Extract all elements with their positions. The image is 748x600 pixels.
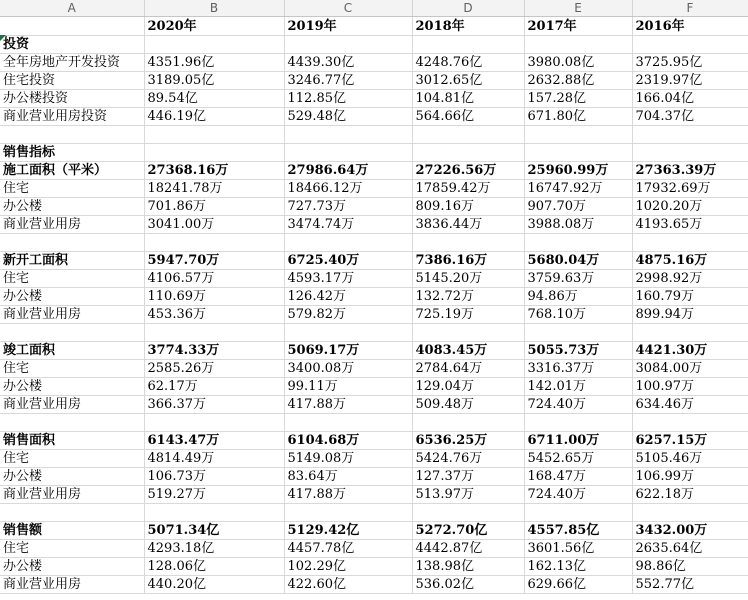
table-cell[interactable]: 3432.00万 (632, 522, 748, 540)
table-cell[interactable]: 157.28亿 (524, 90, 632, 108)
table-cell[interactable]: 办公楼 (0, 378, 144, 396)
table-row (0, 540, 748, 558)
table-cell[interactable]: 634.46万 (632, 396, 748, 414)
column-header-c[interactable]: C (284, 0, 412, 17)
table-cell[interactable]: 27226.56万 (412, 162, 524, 180)
table-cell[interactable] (284, 126, 412, 144)
table-cell[interactable]: 办公楼投资 (0, 90, 144, 108)
table-cell[interactable]: 27363.39万 (632, 162, 748, 180)
table-row (0, 234, 748, 252)
table-cell[interactable]: 126.42万 (284, 288, 412, 306)
table-row (0, 324, 748, 342)
table-cell[interactable]: 办公楼 (0, 198, 144, 216)
table-cell[interactable]: 7386.16万 (412, 252, 524, 270)
table-cell[interactable]: 4593.17万 (284, 270, 412, 288)
table-cell[interactable]: 18466.12万 (284, 180, 412, 198)
table-cell[interactable]: 4106.57万 (144, 270, 284, 288)
table-cell[interactable]: 727.73万 (284, 198, 412, 216)
table-cell[interactable]: 3601.56亿 (524, 540, 632, 558)
table-cell[interactable]: 4439.30亿 (284, 54, 412, 72)
table-row (0, 54, 748, 72)
table-cell[interactable]: 6104.68万 (284, 432, 412, 450)
table-cell[interactable]: 129.04万 (412, 378, 524, 396)
table-cell[interactable]: 2018年 (412, 17, 524, 36)
table-cell[interactable]: 62.17万 (144, 378, 284, 396)
table-row (0, 396, 748, 414)
table-cell[interactable]: 564.66亿 (412, 108, 524, 126)
table-cell[interactable] (412, 504, 524, 522)
table-cell[interactable]: 1020.20万 (632, 198, 748, 216)
table-cell[interactable]: 704.37亿 (632, 108, 748, 126)
table-cell[interactable]: 2020年 (144, 17, 284, 36)
table-cell[interactable]: 907.70万 (524, 198, 632, 216)
table-cell[interactable]: 销售面积 (0, 432, 144, 450)
table-cell[interactable]: 商业营业用房 (0, 396, 144, 414)
table-cell[interactable]: 138.98亿 (412, 558, 524, 576)
table-cell[interactable]: 5055.73万 (524, 342, 632, 360)
table-cell[interactable] (412, 414, 524, 432)
table-cell[interactable]: 519.27万 (144, 486, 284, 504)
table-cell[interactable]: 5105.46万 (632, 450, 748, 468)
table-row (0, 198, 748, 216)
cell-note-indicator-icon (0, 35, 6, 41)
grid-body (0, 17, 748, 594)
table-cell[interactable]: 89.54亿 (144, 90, 284, 108)
column-header-row (0, 0, 748, 17)
table-cell[interactable] (0, 414, 144, 432)
table-row (0, 468, 748, 486)
table-cell[interactable]: 3316.37万 (524, 360, 632, 378)
table-row (0, 108, 748, 126)
table-cell[interactable]: 17932.69万 (632, 180, 748, 198)
table-cell[interactable]: 142.01万 (524, 378, 632, 396)
table-row (0, 126, 748, 144)
column-header-b[interactable]: B (144, 0, 284, 17)
table-cell[interactable]: 513.97万 (412, 486, 524, 504)
table-cell[interactable]: 579.82万 (284, 306, 412, 324)
table-cell[interactable]: 商业营业用房 (0, 216, 144, 234)
table-cell[interactable]: 127.37万 (412, 468, 524, 486)
table-cell[interactable] (144, 414, 284, 432)
table-cell[interactable] (0, 234, 144, 252)
table-cell[interactable]: 2585.26万 (144, 360, 284, 378)
table-cell[interactable]: 3988.08万 (524, 216, 632, 234)
table-cell[interactable]: 住宅投资 (0, 72, 144, 90)
table-cell[interactable] (144, 504, 284, 522)
table-cell[interactable]: 4421.30万 (632, 342, 748, 360)
table-cell[interactable] (144, 126, 284, 144)
table-cell[interactable]: 5947.70万 (144, 252, 284, 270)
table-cell[interactable]: 536.02亿 (412, 576, 524, 594)
table-cell[interactable]: 100.97万 (632, 378, 748, 396)
table-cell[interactable]: 4293.18亿 (144, 540, 284, 558)
table-cell[interactable]: 2016年 (632, 17, 748, 36)
table-cell[interactable]: 2784.64万 (412, 360, 524, 378)
table-cell[interactable]: 629.66亿 (524, 576, 632, 594)
table-cell[interactable]: 住宅 (0, 360, 144, 378)
table-cell[interactable]: 3189.05亿 (144, 72, 284, 90)
table-cell[interactable]: 3836.44万 (412, 216, 524, 234)
table-cell[interactable]: 3084.00万 (632, 360, 748, 378)
table-cell[interactable]: 422.60亿 (284, 576, 412, 594)
table-cell[interactable] (632, 234, 748, 252)
table-cell[interactable]: 6725.40万 (284, 252, 412, 270)
table-cell[interactable]: 4814.49万 (144, 450, 284, 468)
table-row (0, 162, 748, 180)
table-cell[interactable]: 3041.00万 (144, 216, 284, 234)
table-cell[interactable]: 2019年 (284, 17, 412, 36)
table-cell[interactable] (284, 324, 412, 342)
table-cell[interactable]: 768.10万 (524, 306, 632, 324)
table-cell[interactable] (524, 234, 632, 252)
table-cell[interactable]: 98.86亿 (632, 558, 748, 576)
table-cell[interactable] (632, 144, 748, 162)
table-cell[interactable]: 3759.63万 (524, 270, 632, 288)
table-cell[interactable]: 622.18万 (632, 486, 748, 504)
table-row (0, 270, 748, 288)
table-row (0, 504, 748, 522)
table-cell[interactable]: 701.86万 (144, 198, 284, 216)
table-cell[interactable] (144, 144, 284, 162)
table-cell[interactable]: 6143.47万 (144, 432, 284, 450)
table-row (0, 558, 748, 576)
table-cell[interactable] (632, 36, 748, 54)
table-cell[interactable] (524, 144, 632, 162)
table-row (0, 180, 748, 198)
table-cell[interactable] (284, 504, 412, 522)
table-cell[interactable] (0, 504, 144, 522)
table-cell[interactable] (524, 126, 632, 144)
table-row (0, 486, 748, 504)
table-row (0, 576, 748, 594)
table-cell[interactable]: 3725.95亿 (632, 54, 748, 72)
table-cell[interactable] (284, 414, 412, 432)
table-cell[interactable] (0, 126, 144, 144)
table-cell[interactable]: 16747.92万 (524, 180, 632, 198)
table-cell[interactable]: 417.88万 (284, 396, 412, 414)
table-cell[interactable]: 住宅 (0, 540, 144, 558)
table-cell[interactable]: 4248.76亿 (412, 54, 524, 72)
table-cell[interactable]: 166.04亿 (632, 90, 748, 108)
table-cell[interactable]: 3980.08亿 (524, 54, 632, 72)
table-cell[interactable]: 94.86万 (524, 288, 632, 306)
table-row (0, 360, 748, 378)
table-cell[interactable]: 18241.78万 (144, 180, 284, 198)
table-row (0, 216, 748, 234)
table-cell[interactable]: 5069.17万 (284, 342, 412, 360)
table-cell[interactable]: 529.48亿 (284, 108, 412, 126)
table-cell[interactable]: 809.16万 (412, 198, 524, 216)
table-cell[interactable]: 5424.76万 (412, 450, 524, 468)
table-cell[interactable]: 27368.16万 (144, 162, 284, 180)
table-cell[interactable]: 5149.08万 (284, 450, 412, 468)
table-cell[interactable]: 106.73万 (144, 468, 284, 486)
table-cell[interactable] (632, 504, 748, 522)
table-cell[interactable]: 168.47万 (524, 468, 632, 486)
table-cell[interactable]: 销售指标 (0, 144, 144, 162)
table-cell[interactable] (524, 414, 632, 432)
table-row (0, 432, 748, 450)
table-cell[interactable]: 2017年 (524, 17, 632, 36)
table-cell[interactable] (524, 504, 632, 522)
table-cell[interactable]: 办公楼 (0, 468, 144, 486)
table-cell[interactable]: 99.11万 (284, 378, 412, 396)
table-cell[interactable]: 5071.34亿 (144, 522, 284, 540)
table-cell[interactable]: 110.69万 (144, 288, 284, 306)
table-cell[interactable]: 440.20亿 (144, 576, 284, 594)
table-cell[interactable] (412, 36, 524, 54)
table-cell[interactable]: 3012.65亿 (412, 72, 524, 90)
table-cell[interactable] (0, 324, 144, 342)
table-cell[interactable]: 3246.77亿 (284, 72, 412, 90)
table-cell[interactable]: 竣工面积 (0, 342, 144, 360)
table-cell[interactable]: 5680.04万 (524, 252, 632, 270)
table-cell[interactable]: 724.40万 (524, 486, 632, 504)
table-cell[interactable]: 6536.25万 (412, 432, 524, 450)
table-cell[interactable]: 725.19万 (412, 306, 524, 324)
table-cell[interactable]: 509.48万 (412, 396, 524, 414)
table-cell[interactable]: 4442.87亿 (412, 540, 524, 558)
table-cell[interactable]: 施工面积（平米） (0, 162, 144, 180)
table-cell[interactable]: 住宅 (0, 450, 144, 468)
table-cell[interactable] (632, 324, 748, 342)
table-cell[interactable]: 3400.08万 (284, 360, 412, 378)
table-cell[interactable] (524, 324, 632, 342)
table-cell[interactable]: 3774.33万 (144, 342, 284, 360)
table-row (0, 144, 748, 162)
table-cell[interactable]: 销售额 (0, 522, 144, 540)
table-cell[interactable]: 4351.96亿 (144, 54, 284, 72)
table-cell[interactable] (412, 234, 524, 252)
table-cell[interactable]: 商业营业用房 (0, 576, 144, 594)
table-cell[interactable]: 4193.65万 (632, 216, 748, 234)
table-cell[interactable]: 新开工面积 (0, 252, 144, 270)
table-row (0, 288, 748, 306)
table-cell[interactable]: 132.72万 (412, 288, 524, 306)
column-header-a[interactable]: A (0, 0, 144, 17)
table-cell[interactable]: 724.40万 (524, 396, 632, 414)
table-cell[interactable]: 3474.74万 (284, 216, 412, 234)
table-cell[interactable] (412, 144, 524, 162)
table-cell[interactable] (284, 234, 412, 252)
table-cell[interactable]: 5272.70亿 (412, 522, 524, 540)
table-cell[interactable] (0, 17, 144, 36)
table-cell[interactable]: 453.36万 (144, 306, 284, 324)
table-cell[interactable]: 128.06亿 (144, 558, 284, 576)
table-cell[interactable]: 104.81亿 (412, 90, 524, 108)
table-row (0, 378, 748, 396)
table-cell[interactable] (284, 36, 412, 54)
table-row (0, 17, 748, 36)
column-header-e[interactable]: E (524, 0, 632, 17)
table-cell[interactable]: 商业营业用房 (0, 306, 144, 324)
table-cell[interactable]: 2319.97亿 (632, 72, 748, 90)
table-cell[interactable]: 2632.88亿 (524, 72, 632, 90)
table-cell[interactable]: 5145.20万 (412, 270, 524, 288)
table-cell[interactable]: 办公楼 (0, 288, 144, 306)
table-cell[interactable]: 106.99万 (632, 468, 748, 486)
column-header-d[interactable]: D (412, 0, 524, 17)
table-cell[interactable]: 5452.65万 (524, 450, 632, 468)
table-cell[interactable]: 4457.78亿 (284, 540, 412, 558)
table-cell[interactable]: 366.37万 (144, 396, 284, 414)
table-cell[interactable]: 417.88万 (284, 486, 412, 504)
table-cell[interactable] (284, 144, 412, 162)
table-cell[interactable]: 商业营业用房 (0, 486, 144, 504)
table-cell[interactable]: 671.80亿 (524, 108, 632, 126)
table-cell[interactable]: 6711.00万 (524, 432, 632, 450)
table-cell[interactable]: 办公楼 (0, 558, 144, 576)
table-row (0, 306, 748, 324)
table-cell[interactable]: 17859.42万 (412, 180, 524, 198)
table-cell[interactable] (524, 36, 632, 54)
table-row (0, 90, 748, 108)
table-cell[interactable]: 住宅 (0, 180, 144, 198)
table-cell[interactable]: 全年房地产开发投资 (0, 54, 144, 72)
table-cell[interactable]: 112.85亿 (284, 90, 412, 108)
table-cell[interactable] (412, 324, 524, 342)
table-cell[interactable] (144, 324, 284, 342)
table-cell[interactable]: 552.77亿 (632, 576, 748, 594)
table-cell[interactable]: 2998.92万 (632, 270, 748, 288)
table-cell[interactable]: 4557.85亿 (524, 522, 632, 540)
table-cell[interactable]: 投资 (0, 36, 144, 54)
table-cell[interactable]: 160.79万 (632, 288, 748, 306)
table-row (0, 342, 748, 360)
table-row (0, 72, 748, 90)
table-cell[interactable]: 住宅 (0, 270, 144, 288)
column-header-f[interactable]: F (632, 0, 748, 17)
table-cell[interactable] (632, 126, 748, 144)
table-cell[interactable] (144, 234, 284, 252)
table-cell[interactable] (144, 36, 284, 54)
table-row (0, 522, 748, 540)
table-cell[interactable]: 446.19亿 (144, 108, 284, 126)
table-cell[interactable]: 4875.16万 (632, 252, 748, 270)
table-cell[interactable] (632, 414, 748, 432)
table-row (0, 414, 748, 432)
table-cell[interactable]: 162.13亿 (524, 558, 632, 576)
table-cell[interactable]: 102.29亿 (284, 558, 412, 576)
table-cell[interactable]: 商业营业用房投资 (0, 108, 144, 126)
table-row (0, 252, 748, 270)
table-cell[interactable]: 27986.64万 (284, 162, 412, 180)
table-cell[interactable] (412, 126, 524, 144)
table-cell[interactable]: 899.94万 (632, 306, 748, 324)
table-cell[interactable]: 6257.15万 (632, 432, 748, 450)
table-cell[interactable]: 2635.64亿 (632, 540, 748, 558)
table-cell[interactable]: 5129.42亿 (284, 522, 412, 540)
table-cell[interactable]: 83.64万 (284, 468, 412, 486)
table-row (0, 36, 748, 54)
table-row (0, 450, 748, 468)
table-cell[interactable]: 25960.99万 (524, 162, 632, 180)
table-cell[interactable]: 4083.45万 (412, 342, 524, 360)
